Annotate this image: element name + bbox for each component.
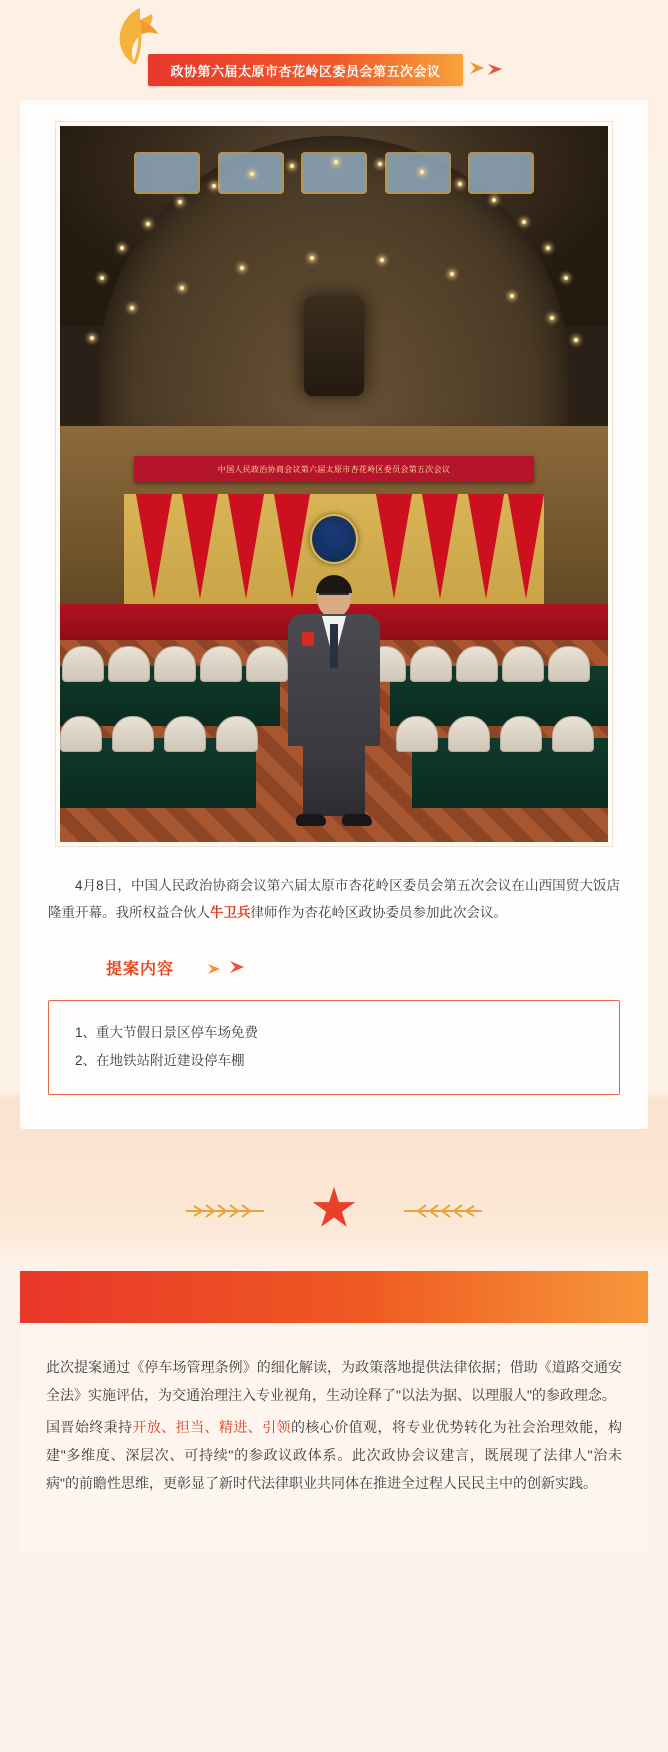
conclusion-text-2a: 国晋始终秉持 — [46, 1418, 133, 1435]
list-item: 2、在地铁站附近建设停车棚 — [75, 1053, 245, 1069]
proposal-list — [48, 1000, 620, 1095]
conclusion-text-2b: 的核心价值观，将专业优势转化为社会治理效能，构建"多维度、深层次、可持续"的参政议政体系。此次政协会议建言，既展现了法律人"治未病"的前瞻性思维，更彰显了新时代法律职业共同体在推进全过程人民民主中的创新实践。 — [46, 1418, 623, 1491]
header-title-banner — [148, 54, 463, 86]
chair-row — [60, 716, 270, 750]
chandelier — [304, 296, 364, 396]
accent-band — [20, 1271, 648, 1323]
double-arrow-icon — [206, 958, 256, 978]
section-title: 提案内容 — [106, 961, 175, 978]
conclusion-text-1: 此次提案通过《停车场管理条例》的细化解读，为政策落地提供法律依据；借助《道路交通安全法》实施评估，为交通治理注入专业视角，生动诠释了"以法为据、以理服人"的参政理念。 — [46, 1358, 622, 1403]
glasses-icon — [319, 593, 349, 602]
lawyer-name: 牛卫兵 — [210, 905, 251, 920]
core-values-keywords: 开放、担当、精进、引领 — [132, 1418, 291, 1435]
article-text-a: 4月8日，中国人民政治协商会议第六届太原市杏花岭区委员会第五次会议在山西国贸大饭店隆重开幕。我所权益合伙人 — [48, 878, 620, 920]
chair-row — [60, 646, 300, 680]
proposal-section-header — [106, 956, 648, 988]
conference-photo — [56, 122, 612, 846]
cppcc-emblem-icon — [310, 514, 358, 564]
chair-row — [360, 646, 608, 680]
ceiling-lights — [60, 126, 608, 456]
conclusion-paragraph-1 — [46, 1353, 622, 1409]
list-item: 1、重大节假日景区停车场免费 — [75, 1025, 259, 1040]
double-arrow-icon — [468, 58, 508, 80]
article-text-b: 律师作为杏花岭区政协委员参加此次会议。 — [250, 905, 507, 920]
stage-banner-text: 中国人民政治协商会议第六届太原市杏花岭区委员会第五次会议 — [217, 464, 451, 474]
conclusion-paragraph-2 — [46, 1413, 622, 1497]
conclusion-section — [20, 1323, 648, 1551]
delegate-badge — [302, 632, 314, 646]
wheat-ears-icon — [402, 1199, 492, 1223]
article-paragraph — [48, 872, 620, 926]
section-divider — [0, 1151, 668, 1271]
content-card — [20, 100, 648, 1129]
person-portrait — [286, 578, 382, 830]
header-title-text: 政协第六届太原市杏花岭区委员会第五次会议 — [170, 63, 441, 79]
red-star-icon — [312, 1187, 356, 1231]
wheat-ears-icon — [176, 1199, 266, 1223]
stage-banner — [134, 456, 534, 482]
chair-row — [396, 716, 608, 750]
page-header — [0, 0, 668, 100]
